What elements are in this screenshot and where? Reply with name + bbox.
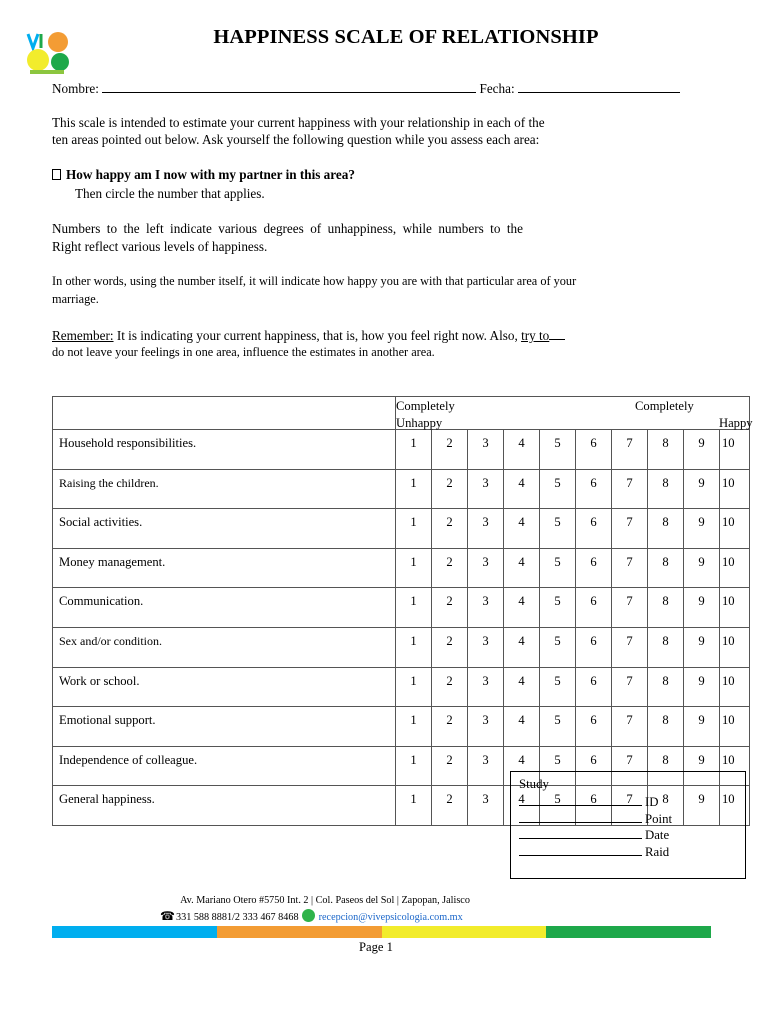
scale-option[interactable]: 10 — [720, 588, 750, 628]
study-date-row — [519, 827, 669, 843]
scale-option[interactable]: 8 — [648, 509, 684, 549]
scale-option[interactable]: 10 — [720, 430, 750, 470]
scale-option[interactable]: 4 — [504, 588, 540, 628]
instruction-text: Then circle the number that applies. — [75, 186, 265, 201]
scale-option[interactable]: 7 — [612, 746, 648, 786]
area-label: Social activities. — [53, 509, 396, 549]
area-label: Independence of colleague. — [53, 746, 396, 786]
scale-option[interactable]: 3 — [468, 627, 504, 667]
scale-option[interactable]: 4 — [504, 430, 540, 470]
scale-option[interactable]: 5 — [540, 548, 576, 588]
scale-option[interactable]: 3 — [468, 469, 504, 509]
numbers-text: Numbers to the left indicate various degrees of unhappiness, while numbers to the — [52, 221, 523, 236]
scale-option[interactable]: 7 — [612, 667, 648, 707]
scale-option[interactable]: 1 — [396, 430, 432, 470]
table-row — [53, 588, 750, 628]
scale-option[interactable]: 6 — [576, 548, 612, 588]
numbers-text: Right reflect various levels of happiness. — [52, 239, 268, 254]
other-words-text: marriage. — [52, 292, 99, 306]
area-label: Raising the children. — [53, 469, 396, 509]
happiness-scale-table — [52, 396, 753, 826]
remember-text: do not leave your feelings in one area, influence the estimates in another area. — [52, 345, 435, 359]
area-label: Money management. — [53, 548, 396, 588]
scale-option[interactable]: 9 — [684, 430, 720, 470]
table-row — [53, 548, 750, 588]
scale-option[interactable]: 8 — [648, 548, 684, 588]
scale-option[interactable]: 5 — [540, 627, 576, 667]
scale-option[interactable]: 5 — [540, 588, 576, 628]
scale-option[interactable]: 9 — [684, 469, 720, 509]
area-label: Work or school. — [53, 667, 396, 707]
area-label: Household responsibilities. — [53, 430, 396, 470]
scale-option[interactable]: 7 — [612, 430, 648, 470]
scale-option[interactable]: 6 — [576, 707, 612, 747]
scale-option[interactable]: 6 — [576, 667, 612, 707]
table-row — [53, 707, 750, 747]
scale-option[interactable]: 1 — [396, 746, 432, 786]
footer-color-bar — [52, 926, 711, 938]
study-raid-label: Raid — [645, 845, 670, 859]
scale-option[interactable]: 3 — [468, 509, 504, 549]
scale-option[interactable]: 7 — [612, 509, 648, 549]
scale-option[interactable]: 6 — [576, 627, 612, 667]
remember-body: It is indicating your current happiness, that is, how you feel right now. Also, — [113, 328, 522, 343]
scale-option[interactable]: 10 — [720, 548, 750, 588]
scale-option[interactable]: 3 — [468, 707, 504, 747]
area-label: Emotional support. — [53, 707, 396, 747]
study-id-row — [519, 794, 659, 810]
scale-option[interactable]: 4 — [504, 746, 540, 786]
table-row — [53, 469, 750, 509]
page-title: HAPPINESS SCALE OF RELATIONSHIP — [213, 26, 599, 48]
name-label: Nombre: — [52, 81, 99, 96]
scale-option[interactable]: 5 — [540, 707, 576, 747]
scale-option[interactable]: 1 — [396, 509, 432, 549]
scale-option[interactable]: 4 — [504, 627, 540, 667]
scale-option[interactable]: 6 — [576, 509, 612, 549]
scale-option[interactable]: 5 — [540, 786, 576, 826]
phone-icon: ☎ — [160, 909, 175, 923]
header-happy-1: Completely — [635, 399, 694, 413]
name-field[interactable] — [102, 80, 476, 93]
checkbox-bullet-icon — [52, 169, 61, 180]
header-unhappy-2: Unhappy — [396, 416, 443, 430]
scale-option[interactable]: 8 — [648, 588, 684, 628]
area-label: Communication. — [53, 588, 396, 628]
scale-option[interactable]: 8 — [648, 627, 684, 667]
scale-option[interactable]: 5 — [540, 667, 576, 707]
study-point-row — [519, 811, 672, 827]
footer-phone: 331 588 8881/2 333 467 8468 — [176, 912, 299, 923]
scale-option[interactable]: 2 — [432, 548, 468, 588]
study-raid-row — [519, 844, 669, 860]
scale-option[interactable]: 10 — [720, 627, 750, 667]
study-point-label: Point — [645, 812, 673, 826]
table-header-row — [53, 397, 750, 430]
footer-contact — [160, 909, 463, 924]
scale-option[interactable]: 7 — [612, 786, 648, 826]
scale-option[interactable]: 3 — [468, 548, 504, 588]
scale-option[interactable]: 7 — [612, 469, 648, 509]
scale-option[interactable]: 1 — [396, 588, 432, 628]
scale-option[interactable]: 1 — [396, 469, 432, 509]
area-label: Sex and/or condition. — [53, 627, 396, 667]
scale-option[interactable]: 5 — [540, 746, 576, 786]
scale-option[interactable]: 2 — [432, 469, 468, 509]
scale-option[interactable]: 4 — [504, 509, 540, 549]
footer-bar-blue — [52, 926, 217, 938]
scale-option[interactable]: 5 — [540, 430, 576, 470]
scale-option[interactable]: 2 — [432, 509, 468, 549]
scale-option[interactable]: 2 — [432, 707, 468, 747]
scale-option[interactable]: 4 — [504, 786, 540, 826]
scale-option[interactable]: 4 — [504, 548, 540, 588]
scale-option[interactable]: 10 — [720, 786, 750, 826]
scale-option[interactable]: 2 — [432, 627, 468, 667]
scale-option[interactable]: 8 — [648, 667, 684, 707]
area-label: General happiness. — [53, 786, 396, 826]
scale-option[interactable]: 1 — [396, 548, 432, 588]
study-box — [510, 771, 746, 879]
scale-option[interactable]: 1 — [396, 627, 432, 667]
table-row — [53, 430, 750, 470]
scale-option[interactable]: 1 — [396, 786, 432, 826]
scale-option[interactable]: 3 — [468, 430, 504, 470]
study-point-field[interactable] — [519, 811, 642, 823]
scale-option[interactable]: 8 — [648, 786, 684, 826]
scale-option[interactable]: 3 — [468, 588, 504, 628]
remember-underline — [549, 327, 565, 340]
study-date-field[interactable] — [519, 827, 642, 839]
scale-option[interactable]: 7 — [612, 627, 648, 667]
scale-option[interactable]: 9 — [684, 707, 720, 747]
date-label: Fecha: — [479, 81, 515, 96]
scale-option[interactable]: 5 — [540, 509, 576, 549]
scale-header-cell — [396, 397, 753, 430]
scale-option[interactable]: 7 — [612, 548, 648, 588]
header-happy-2: Happy — [719, 416, 753, 430]
scale-option[interactable]: 9 — [684, 509, 720, 549]
header-unhappy-1: Completely — [396, 399, 455, 413]
scale-option[interactable]: 10 — [720, 509, 750, 549]
scale-option[interactable]: 6 — [576, 786, 612, 826]
scale-option[interactable]: 6 — [576, 469, 612, 509]
question-text — [52, 167, 355, 183]
date-field[interactable] — [518, 80, 680, 93]
scale-option[interactable]: 2 — [432, 667, 468, 707]
scale-option[interactable]: 8 — [648, 707, 684, 747]
scale-option[interactable]: 9 — [684, 667, 720, 707]
study-title: Study — [519, 777, 549, 791]
scale-option[interactable]: 9 — [684, 588, 720, 628]
footer-bar-orange — [217, 926, 382, 938]
remember-text — [52, 327, 565, 344]
scale-option[interactable]: 10 — [720, 746, 750, 786]
header-empty-cell — [53, 397, 396, 430]
scale-option[interactable]: 4 — [504, 707, 540, 747]
scale-option[interactable]: 8 — [648, 430, 684, 470]
remember-try: try to — [521, 328, 550, 343]
scale-option[interactable]: 2 — [432, 786, 468, 826]
table-row — [53, 667, 750, 707]
remember-label: Remember: — [52, 328, 114, 343]
scale-option[interactable]: 9 — [684, 548, 720, 588]
scale-option[interactable]: 9 — [684, 786, 720, 826]
page-number: Page 1 — [359, 940, 393, 954]
study-id-field[interactable] — [519, 794, 642, 806]
scale-option[interactable]: 6 — [576, 746, 612, 786]
scale-option[interactable]: 4 — [504, 469, 540, 509]
footer-bar-yellow — [382, 926, 547, 938]
scale-option[interactable]: 2 — [432, 430, 468, 470]
name-date-row — [52, 80, 680, 97]
table-row — [53, 627, 750, 667]
study-id-label: ID — [645, 795, 659, 809]
scale-option[interactable]: 8 — [648, 469, 684, 509]
scale-option[interactable]: 6 — [576, 588, 612, 628]
scale-option[interactable]: 2 — [432, 588, 468, 628]
scale-option[interactable]: 9 — [684, 627, 720, 667]
scale-option[interactable]: 10 — [720, 707, 750, 747]
table-row — [53, 509, 750, 549]
footer-address: Av. Mariano Otero #5750 Int. 2 | Col. Paseos del Sol | Zapopan, Jalisco — [180, 895, 470, 906]
footer-bar-green — [546, 926, 711, 938]
scale-option[interactable]: 7 — [612, 707, 648, 747]
scale-option[interactable]: 3 — [468, 667, 504, 707]
whatsapp-icon — [302, 909, 315, 922]
footer-email[interactable]: recepcion@vivepsicologia.com.mx — [318, 912, 463, 923]
scale-option[interactable]: 5 — [540, 469, 576, 509]
scale-option[interactable]: 3 — [468, 786, 504, 826]
scale-option[interactable]: 1 — [396, 707, 432, 747]
scale-option[interactable]: 3 — [468, 746, 504, 786]
scale-option[interactable]: 2 — [432, 746, 468, 786]
scale-option[interactable]: 1 — [396, 667, 432, 707]
study-raid-field[interactable] — [519, 844, 642, 856]
scale-option[interactable]: 8 — [648, 746, 684, 786]
intro-text: ten areas pointed out below. Ask yourself the following question while you assess each area: — [52, 132, 540, 147]
scale-option[interactable]: 6 — [576, 430, 612, 470]
scale-option[interactable]: 7 — [612, 588, 648, 628]
other-words-text: In other words, using the number itself, it will indicate how happy you are with that particular area of your — [52, 274, 577, 288]
scale-option[interactable]: 10 — [720, 667, 750, 707]
scale-option[interactable]: 4 — [504, 667, 540, 707]
intro-text: This scale is intended to estimate your current happiness with your relationship in each of the — [52, 115, 545, 130]
study-date-label: Date — [645, 828, 670, 842]
question-label: How happy am I now with my partner in this area? — [66, 167, 355, 182]
scale-option[interactable]: 10 — [720, 469, 750, 509]
scale-option[interactable]: 9 — [684, 746, 720, 786]
